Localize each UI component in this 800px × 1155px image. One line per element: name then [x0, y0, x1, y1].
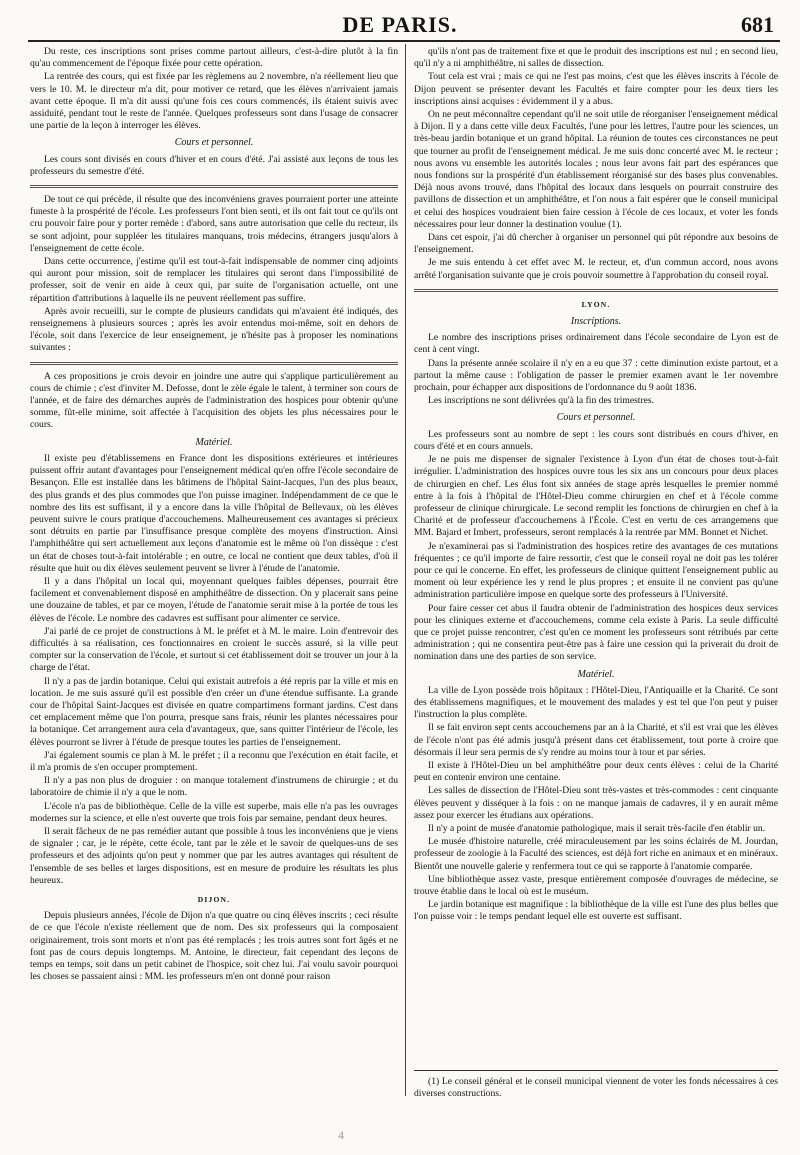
bottom-mark: 4: [338, 1128, 344, 1142]
section-heading-cours: Cours et personnel.: [174, 137, 254, 149]
paragraph: On ne peut méconnaître cependant qu'il ne soit utile de réorganiser l'enseignement médical à Dijon. Il y a dans cette ville deux Facultés, l'une pour les lettres, l'autre pour les sciences, un très-beau jardin botanique et un grand hôpital. La réunion de toutes ces circonstances ne peut que tourner au profit de l'enseignement médical. Je me suis donc concerté avec M. le recteur ; nous avons vu ensemble les autorités locales ; nous leur avons fait part des espérances que nous fondions sur la prospérité d'un établissement réorganisé sur des bases plus convenables. Déjà nous avons trouvé, dans l'hôpital des locaux dans lesquels on pourrait construire des pavillons de dissection et un amphithéâtre, et l'on nous a fait espérer que le conseil municipal et celui des hospices voudraient bien faire cession à l'école de ces locaux, et voter les fonds nécessaires pour leur donner la destination voulue (1).: [414, 109, 778, 230]
subsection-heading-cours: Cours et personnel.: [556, 412, 636, 424]
paragraph: Je ne puis me dispenser de signaler l'existence à Lyon d'un état de choses tout-à-fait irrégulier. L'administration des hospices ouvre tous les six ans un concours pour deux places de chirurgien en chef. Les élus font six années de stage après lesquelles le premier nommé entre à la fois à l'hôpital de l'Hôtel-Dieu comme chirurgien en chef et à l'école comme professeur de clinique chirurgicale. Le second remplit les fonctions de chirurgien en chef à la Charité et de professeur d'accouchemens à l'École. C'est en vertu de ces arrangemens que MM. Bajard et Imbert, professeurs, seront remplacés à la rentrée par MM. Bonnet et Nichet.: [414, 454, 778, 539]
paragraph: A ces propositions je crois devoir en joindre une autre qui s'applique particulièrement au cours de chimie ; c'est d'inviter M. Defosse, dont le zèle égale le talent, à terminer son cours de l'année, et de faire des démarches auprès de l'administration des hospices pour obtenir qu'une somme, fût-elle minime, soit affectée à l'acquisition des objets les plus nécessaires pour le cours.: [30, 370, 398, 431]
paragraph: Il n'y a point de musée d'anatomie pathologique, mais il serait très-facile d'en établir un.: [428, 822, 766, 834]
paragraph: Dans cette occurrence, j'estime qu'il est tout-à-fait indispensable de nommer cinq adjoints qui auront pour mission, soit de remplacer les titulaires qui seront dans l'impossibilité de professer, soit de venir en aide à ceux qui, par suite de l'organisation actuelle, ont une répartition d'attributions à laquelle ils ne peuvent réellement pas suffire.: [30, 256, 398, 304]
paragraph: Il existe à l'Hôtel-Dieu un bel amphithéâtre pour deux cents élèves : celui de la Charité peut en contenir environ une centaine.: [414, 759, 778, 784]
paragraph: Le jardin botanique est magnifique : la bibliothèque de la ville est l'une des plus belles que l'on puisse voir : le temps pendant lequel elle est ouverte est suffisant.: [414, 899, 778, 923]
paragraph: Du reste, ces inscriptions sont prises comme partout ailleurs, c'est-à-dire plutôt à la fin qu'au commencement de l'époque fixée pour cette opération.: [30, 46, 398, 70]
paragraph: Tout cela est vrai ; mais ce qui ne l'est pas moins, c'est que les élèves inscrits à l'école de Dijon peuvent se présenter devant les Facultés et faire compter pour les deux tiers les inscriptions ainsi acquises : évidemment il y a abus.: [414, 71, 778, 107]
footnote-rule: [414, 1070, 778, 1071]
paragraph: Je me suis entendu à cet effet avec M. le recteur, et, d'un commun accord, nous avons arrêté l'organisation suivante que je crois pouvoir soumettre à l'approbation du conseil royal.: [414, 257, 778, 281]
paragraph: Le musée d'histoire naturelle, créé miraculeusement par les soins éclairés de M. Jourdan, professeur de zoologie à la Faculté des sciences, est déjà fort riche en animaux et en minéraux. Bientôt une nouvelle galerie y renfermera tout ce qui se rapporte à l'anatomie comparée.: [414, 836, 778, 872]
footnote: (1) Le conseil général et le conseil municipal viennent de voter les fonds nécessaires à ces diverses constructions.: [414, 1076, 778, 1100]
paragraph: Pour faire cesser cet abus il faudra obtenir de l'administration des hospices deux services pour les cliniques externe et d'accouchemens, comme cela existe à Paris. La seule difficulté que ce projet puisse rencontrer, c'est qu'en ce moment les professeurs sont rétribués par cette administration ; qui ne consentira peut-être pas à faire une cession qui la priverait du droit de nomination dans une des parties de son service.: [414, 602, 778, 663]
paragraph: Depuis plusieurs années, l'école de Dijon n'a que quatre ou cinq élèves inscrits ; ceci résulte de ce que l'école n'existe réellement que de nom. Des six professeurs qui la composaient originairement, trois sont morts et n'ont pas été remplacés ; les trois autres sont fort âgés et ne font pas de cours depuis longtemps. M. Antoine, le directeur, fait cependant des leçons de temps en temps, soit dans un petit cabinet de l'hospice, soit chez lui. J'ai voulu savoir pourquoi les choses se passaient ainsi : MM. les professeurs m'en ont donné pour raison: [30, 910, 398, 983]
paragraph: La ville de Lyon possède trois hôpitaux : l'Hôtel-Dieu, l'Antiquaille et la Charité. Ce sont des établissemens magnifiques, et le mouvement des malades y est tel que l'on peut y puiser l'instruction la plus complète.: [414, 684, 778, 721]
section-heading-dijon: DIJON.: [197, 895, 231, 904]
paragraph: Les cours sont divisés en cours d'hiver et en cours d'été. J'ai assisté aux leçons de tous les professeurs du semestre d'été.: [30, 153, 398, 177]
paragraph: La rentrée des cours, qui est fixée par les règlemens au 2 novembre, n'a réellement lieu que vers le 10. M. le directeur m'a dit, pour motiver ce retard, que les élèves n'arrivaient jamais avant cette époque. Il m'a dit aussi qu'une fois ces cours commencés, ils étaient suivis avec assiduité, pendant tout le reste de l'année. Quelques professeurs sont dans l'usage de consacrer une partie de la leçon à interroger les élèves.: [30, 71, 398, 132]
paragraph: Le nombre des inscriptions prises ordinairement dans l'école secondaire de Lyon est de cent à cent vingt.: [414, 332, 778, 356]
subsection-heading-inscriptions: Inscriptions.: [570, 316, 622, 328]
paragraph: J'ai parlé de ce projet de constructions à M. le préfet et à M. le maire. Loin d'entrevoir des difficultés à sa réalisation, ces fonctionnaires en croient le succès assuré, si la ville peut compter sur la conservation de l'école, et surtout si cet établissement doit se trouver un jour à la charge de l'état.: [30, 625, 398, 674]
separator-rule: [414, 289, 778, 292]
paragraph: Une bibliothèque assez vaste, presque entièrement composée d'ouvrages de médecine, se trouve établie dans le local où est le muséum.: [414, 873, 778, 897]
column-divider: [405, 44, 406, 1096]
paragraph: Dans la présente année scolaire il n'y en a eu que 37 : cette diminution existe partout, et a partout la même cause : l'obligation de passer le premier examen avant le 1er novembre prochain, pour échapper aux dispositions de l'ordonnance du 9 août 1836.: [414, 357, 778, 394]
paragraph: Dans cet espoir, j'ai dû chercher à organiser un personnel qui pût répondre aux besoins de l'enseignement.: [414, 232, 778, 256]
section-heading-lyon: LYON.: [581, 299, 611, 309]
paragraph: Après avoir recueilli, sur le compte de plusieurs candidats qui m'avaient été indiqués, des renseignemens à plusieurs sources ; après les avoir entendus moi-même, soit en dehors de l'école, soit dans l'exercice de leur enseignement, je n'hésite pas à proposer les nominations suivantes :: [30, 305, 398, 354]
left-column: [30, 46, 398, 1094]
paragraph: De tout ce qui précède, il résulte que des inconvéniens graves pourraient porter une atteinte funeste à la prospérité de l'école. Les professeurs l'ont bien senti, et ils ont fait tout ce qu'ils ont cru pouvoir faire pour y porter remède : d'abord, sans autre autorisation que celle du recteur, ils se sont adjoint, pour suppléer les titulaires manquans, trois médecins, étrangers jusqu'alors à l'enseignement de cette école.: [30, 194, 398, 254]
page-number: 681: [741, 12, 774, 37]
section-heading-materiel: Matériel.: [195, 436, 233, 448]
paragraph: L'école n'a pas de bibliothèque. Celle de la ville est superbe, mais elle n'a pas les ouvrages modernes sur la science, et elle n'est ouverte que trois fois par semaine, pendant deux heures.: [30, 800, 398, 824]
separator-rule: [30, 185, 398, 188]
paragraph: Il n'y a pas de jardin botanique. Celui qui existait autrefois a été repris par la ville et mis en location. Je me suis assuré qu'il est possible d'en créer un d'une étendue suffisante. La grande cour de l'hôpital Saint-Jacques est divisée en quatre compartimens formant jardins. C'est dans cet emplacement même que l'on pourra, presque sans frais, réunir les plantes nécessaires pour la botanique. Cet arrangement aura cela d'avantageux, que, sans quitter l'intérieur de l'école, les élèves pourront se livrer à l'étude de presque toutes les parties de l'enseignement.: [30, 675, 398, 748]
page-header: [0, 0, 800, 42]
paragraph: Il y a dans l'hôpital un local qui, moyennant quelques faibles dépenses, pourrait être facilement et convenablement disposé en amphithéâtre de dissection. On y placerait sans peine une douzaine de tables, et par ce moyen, l'étude de l'anatomie serait mise à la portée de tous les élèves de l'école. Le nombre des cadavres est suffisant pour alimenter ce service.: [30, 575, 398, 624]
header-rule: [28, 40, 780, 42]
paragraph: Il serait fâcheux de ne pas remédier autant que possible à tous les inconvéniens que je viens de signaler ; car, je le répète, cette école, tant par le zèle et le savoir de quelques-uns de ses professeurs et des adjoints qu'on peut y nommer que par les autres avantages qui résultent de l'ensemble de ses belles et larges dispositions, est en mesure de produire les résultats les plus heureux.: [30, 825, 398, 886]
paragraph: J'ai également soumis ce plan à M. le préfet ; il a reconnu que l'exécution en était facile, et il m'a promis de s'en occuper promptement.: [30, 749, 398, 773]
paragraph: Les inscriptions ne sont délivrées qu'à la fin des trimestres.: [428, 395, 655, 407]
right-column: [414, 46, 778, 1094]
paragraph: Les professeurs sont au nombre de sept : les cours sont distribués en cours d'hiver, en cours d'été et en cours annuels.: [414, 428, 778, 452]
running-title: DE PARIS.: [342, 12, 458, 37]
paragraph: qu'ils n'ont pas de traitement fixe et que le produit des inscriptions est nul ; en second lieu, qu'il n'y a ni amphithéâtre, ni salles de dissection.: [414, 46, 778, 70]
paragraph: Il n'y a pas non plus de droguier : on manque totalement d'instrumens de chirurgie ; et du laboratoire de chimie il n'y a que le nom.: [30, 775, 398, 799]
paragraph: Je n'examinerai pas si l'administration des hospices retire des avantages de ces mutations fréquentes ; ce qu'il importe de faire ressortir, c'est que le conseil royal ne doit pas les tolérer pour ce qui le concerne. En effet, les professeurs de clinique quittent l'enseignement public au moment où leur expérience les y rend le plus propres ; et ensuite il ne convient pas qu'une administration particulière impose en quelque sorte des professeurs à l'Université.: [414, 540, 778, 601]
paragraph: Il se fait environ sept cents accouchemens par an à la Charité, et s'il est vrai que les élèves de l'école n'ont pas été admis jusqu'à présent dans cet établissement, tout porte à croire que désormais il leur sera permis de s'y rendre au moins tour à tour et par séries.: [414, 722, 778, 758]
separator-rule: [30, 362, 398, 365]
paragraph: Il existe peu d'établissemens en France dont les dispositions extérieures et intérieures puissent offrir autant d'avantages pour l'enseignement médical qu'en offre l'école secondaire de Besançon. Elle est installée dans les bâtimens de l'hôpital Saint-Jacques, l'un des plus beaux, des plus grands et des plus commodes que l'on puisse imaginer. Indépendamment de ce que le nombre des lits est suffisant, il y a encore dans la ville l'hôpital de Bellevaux, où les élèves peuvent suivre le cours pratique d'accouchemens. Malheureusement ces avantages si précieux sont détruits en partie par l'insuffisance presque complète des moyens d'instruction. Ainsi l'amphithéâtre qui sert actuellement aux leçons d'anatomie est le même où l'on dissèque : c'est un état de choses tout-à-fait intolérable ; en outre, ce local ne contient que deux tables, d'où il résulte que huit ou dix élèves seulement peuvent se livrer à l'étude de l'anatomie.: [30, 452, 398, 574]
subsection-heading-materiel: Matériel.: [577, 668, 615, 680]
paragraph: Les salles de dissection de l'Hôtel-Dieu sont très-vastes et très-commodes : cent cinquante élèves peuvent y disséquer à la fois : on ne manque jamais de cadavres, il y en aurait même assez pour exercer les étudians aux opérations.: [414, 785, 778, 821]
